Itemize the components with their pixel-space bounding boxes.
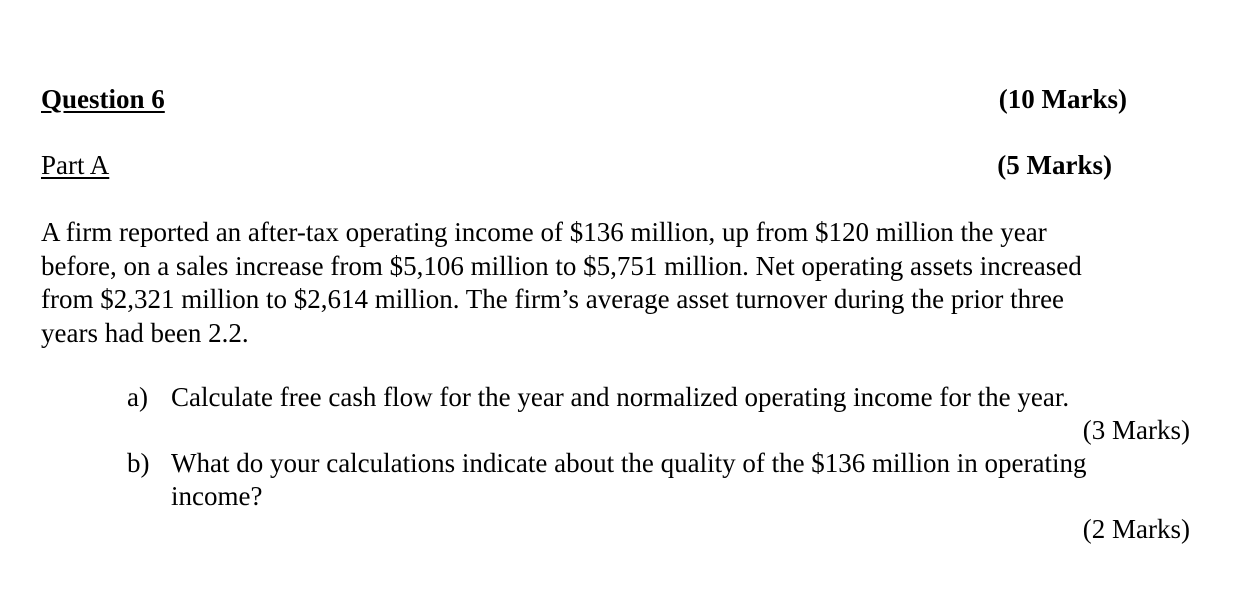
question-marks: (10 Marks) xyxy=(998,84,1127,114)
part-marks: (5 Marks) xyxy=(997,150,1112,180)
item-b-label: b) xyxy=(127,448,150,478)
item-a-text: Calculate free cash flow for the year and normalized operating income for the year. xyxy=(171,382,1070,412)
part-title: Part A xyxy=(41,150,110,180)
question-paragraph xyxy=(41,216,1181,350)
paragraph-line: years had been 2.2. xyxy=(41,317,249,348)
item-a-label: a) xyxy=(127,382,148,412)
item-b-text-line1: What do your calculations indicate about the quality of the $136 million in operating xyxy=(171,448,1087,478)
item-b-marks: (2 Marks) xyxy=(1082,514,1190,544)
paragraph-line: before, on a sales increase from $5,106 million to $5,751 million. Net operating assets increased xyxy=(41,250,1082,281)
item-b-text-line2: income? xyxy=(171,481,263,511)
paragraph-line: from $2,321 million to $2,614 million. The firm’s average asset turnover during the prior three xyxy=(41,284,1065,314)
paragraph-line: A firm reported an after-tax operating income of $136 million, up from $120 million the year xyxy=(41,217,1047,247)
item-a-marks: (3 Marks) xyxy=(1082,415,1190,445)
question-title: Question 6 xyxy=(41,84,165,114)
